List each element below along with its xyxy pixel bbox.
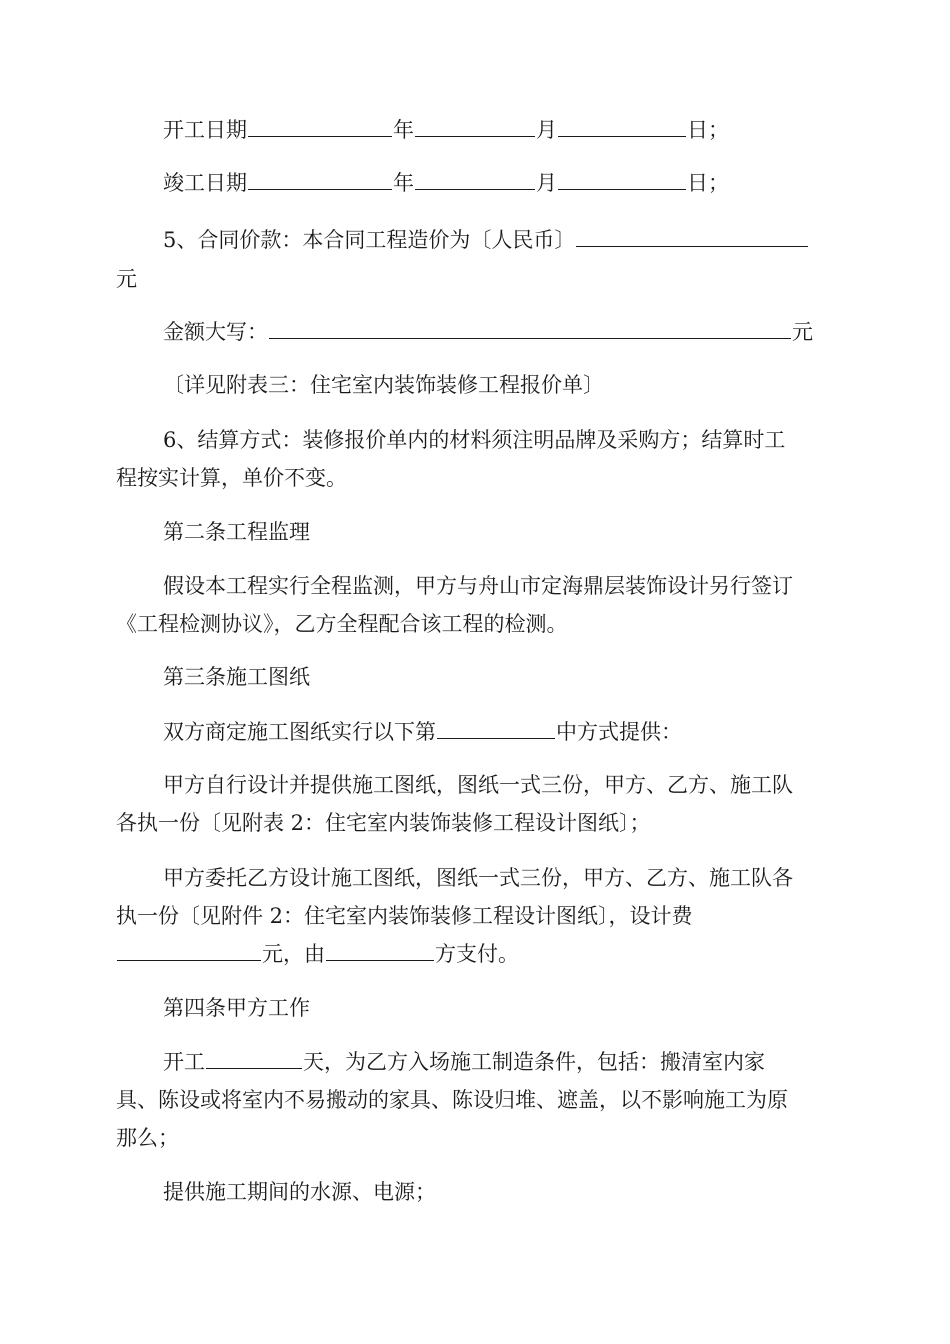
start-days-blank[interactable] xyxy=(206,1048,302,1069)
month-label: 月 xyxy=(536,118,557,142)
end-day-blank[interactable] xyxy=(558,169,686,190)
article-3-mode-post: 中方式提供： xyxy=(556,720,682,744)
article-3-option-2-line-3 xyxy=(116,940,834,968)
contract-price-text: 5、合同价款：本合同工程造价为〔人民币〕 xyxy=(163,228,576,252)
end-date-line xyxy=(116,169,834,197)
year-label: 年 xyxy=(393,118,414,142)
article-4-item-1-line-1 xyxy=(116,1048,834,1076)
amount-words-line xyxy=(116,318,834,346)
article-3-title: 第三条施工图纸 xyxy=(163,665,310,689)
end-date-label: 竣工日期 xyxy=(163,171,247,195)
contract-price-line xyxy=(116,226,834,254)
article-2-body-1: 假设本工程实行全程监测，甲方与舟山市定海鼎层装饰设计另行签订 xyxy=(163,574,793,598)
day-label: 日； xyxy=(687,118,729,142)
article-4-item-1-post: 天，为乙方入场施工制造条件，包括：搬清室内家 xyxy=(303,1050,765,1074)
end-month-blank[interactable] xyxy=(415,169,535,190)
year-label: 年 xyxy=(393,171,414,195)
payer-suffix: 方支付。 xyxy=(435,942,519,966)
start-date-label: 开工日期 xyxy=(163,118,247,142)
start-date-line xyxy=(116,116,834,144)
end-year-blank[interactable] xyxy=(248,169,392,190)
contract-price-unit-line xyxy=(116,265,834,293)
day-label: 日； xyxy=(687,171,729,195)
article-4-item-1-pre: 开工 xyxy=(163,1050,205,1074)
design-fee-unit: 元，由 xyxy=(262,942,325,966)
settlement-line-2: 程按实计算，单价不变。 xyxy=(116,466,347,490)
settlement-line-1: 6、结算方式：装修报价单内的材料须注明品牌及采购方；结算时工 xyxy=(163,428,786,452)
amount-words-blank[interactable] xyxy=(269,318,791,339)
article-4-item-2: 提供施工期间的水源、电源； xyxy=(163,1180,436,1204)
article-3-option-2-line-2: 执一份〔见附件 2：住宅室内装饰装修工程设计图纸〕，设计费 xyxy=(116,904,693,928)
amount-words-unit: 元 xyxy=(792,320,813,344)
start-day-blank[interactable] xyxy=(558,116,686,137)
payer-blank[interactable] xyxy=(326,940,434,961)
article-2-title: 第二条工程监理 xyxy=(163,520,310,544)
see-table-note: 〔详见附表三：住宅室内装饰装修工程报价单〕 xyxy=(163,373,604,397)
article-4-title: 第四条甲方工作 xyxy=(163,996,310,1020)
article-4-item-1-line-3: 那么； xyxy=(116,1126,179,1150)
article-3-mode-line xyxy=(116,718,834,746)
article-3-mode-blank[interactable] xyxy=(437,718,555,739)
start-month-blank[interactable] xyxy=(415,116,535,137)
start-year-blank[interactable] xyxy=(248,116,392,137)
amount-words-label: 金额大写： xyxy=(163,320,268,344)
design-fee-blank[interactable] xyxy=(117,940,261,961)
article-3-mode-pre: 双方商定施工图纸实行以下第 xyxy=(163,720,436,744)
article-3-option-1-line-2: 各执一份〔见附表 2：住宅室内装饰装修工程设计图纸〕； xyxy=(116,811,651,835)
article-2-body-2: 《工程检测协议》，乙方全程配合该工程的检测。 xyxy=(116,612,568,636)
article-3-option-2-line-1: 甲方委托乙方设计施工图纸，图纸一式三份，甲方、乙方、施工队各 xyxy=(163,866,793,890)
contract-price-blank[interactable] xyxy=(576,226,808,247)
month-label: 月 xyxy=(536,171,557,195)
article-4-item-1-line-2: 具、陈设或将室内不易搬动的家具、陈设归堆、遮盖，以不影响施工为原 xyxy=(116,1088,788,1112)
article-3-option-1-line-1: 甲方自行设计并提供施工图纸，图纸一式三份，甲方、乙方、施工队 xyxy=(163,773,793,797)
contract-price-unit: 元 xyxy=(116,267,137,291)
